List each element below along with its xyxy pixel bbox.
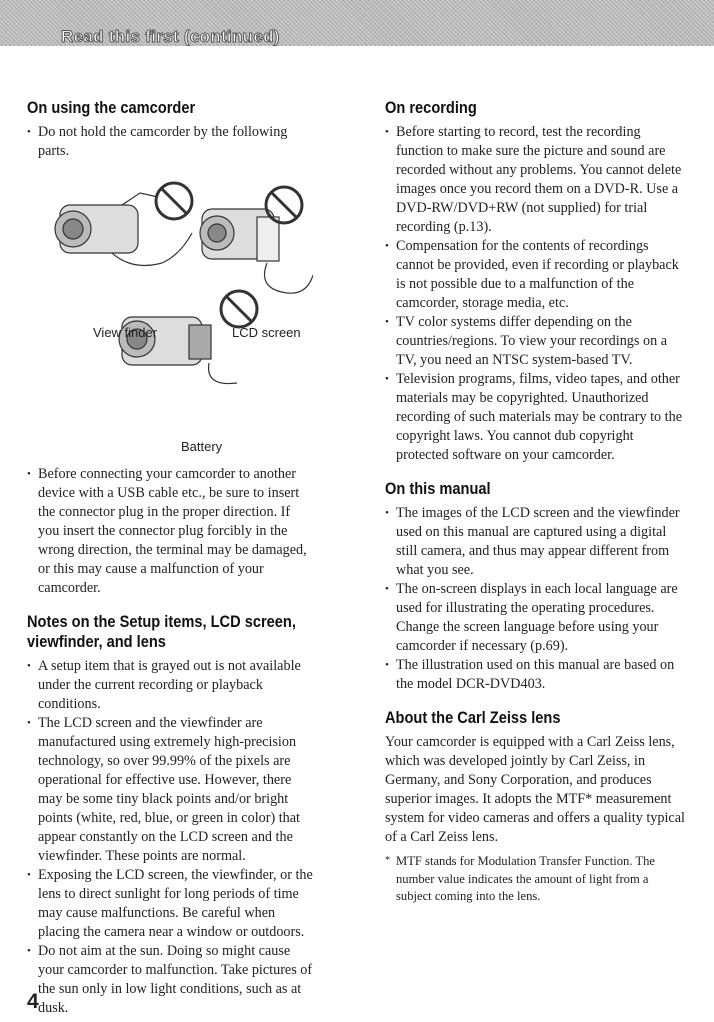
- page-number: 4: [27, 990, 39, 1013]
- viewfinder-label: View finder: [93, 325, 158, 340]
- manual-bullet: • The images of the LCD screen and the viewfinder used on this manual are captured using a digital still camera, and thus may appear different from what you see.: [385, 504, 685, 580]
- prohibited-icon: [266, 187, 302, 223]
- camcorder-viewfinder-icon: [55, 193, 192, 265]
- prohibited-icon: [221, 291, 257, 327]
- usb-connection-bullet: • Before connecting your camcorder to another device with a USB cable etc., be sure to insert the connector plug in the proper direction. If you insert the connector plug forcibly in the wrong direction, the terminal may be damaged, or this may cause a malfunction of your camcorder.: [27, 465, 313, 598]
- camcorder-illustration: [27, 167, 313, 454]
- recording-bullet: • Before starting to record, test the recording function to make sure the picture and sound are recorded without any problems. You cannot delete images once you record them on a DVD-R. Use a DVD-RW/DVD+RW (not supplied) for trial recording (p.13).: [385, 123, 685, 237]
- section-heading-on-recording: On recording: [385, 98, 477, 117]
- battery-label: Battery: [181, 439, 223, 454]
- section-heading-setup-notes: Notes on the Setup items, LCD screen, viewfinder, and lens: [27, 612, 296, 651]
- camcorder-lcd-icon: [200, 209, 313, 293]
- setup-note-bullet: • Exposing the LCD screen, the viewfinder, or the lens to direct sunlight for long periods of time may cause malfunctions. Be careful when placing the camera near a window or outdoors.: [27, 866, 313, 942]
- prohibited-icon: [156, 183, 192, 219]
- carl-zeiss-body: Your camcorder is equipped with a Carl Zeiss lens, which was developed jointly by Carl Zeiss, in Germany, and Sony Corporation, and produces superior images. It adopts the MTF* measurement system for video cameras and offers a quality typical of a Carl Zeiss lens.: [385, 734, 685, 845]
- running-title: Read this first (continued): [61, 27, 280, 46]
- recording-bullet: • Compensation for the contents of recordings cannot be provided, even if recording or playback is not possible due to a malfunction of the camcorder, storage media, etc.: [385, 237, 685, 313]
- footnote-mark: *: [385, 855, 390, 866]
- mtf-footnote: [385, 853, 685, 906]
- lcd-screen-label: LCD screen: [232, 325, 301, 340]
- section-heading-using-camcorder: On using the camcorder: [27, 98, 196, 117]
- setup-note-bullet: • Do not aim at the sun. Doing so might cause your camcorder to malfunction. Take pictures of the sun only in low light conditions, such as at dusk.: [27, 942, 313, 1018]
- left-column: [27, 98, 313, 1018]
- intro-bullet: • Do not hold the camcorder by the following parts.: [27, 123, 313, 161]
- manual-bullet: • The on-screen displays in each local language are used for illustrating the operating procedures. Change the screen language before using your camcorder if necessary (p.69).: [385, 580, 685, 656]
- camcorder-warning-drawing: [27, 167, 313, 385]
- setup-note-bullet: • The LCD screen and the viewfinder are manufactured using extremely high-precision technology, so over 99.99% of the pixels are operational for effective use. However, there may be some tiny black points and/or bright points (white, red, blue, or green in color) that appear constantly on the LCD screen and the viewfinder. These points are normal.: [27, 714, 313, 866]
- right-column: [385, 98, 685, 906]
- section-heading-on-this-manual: On this manual: [385, 479, 491, 498]
- section-heading-carl-zeiss: About the Carl Zeiss lens: [385, 708, 561, 727]
- recording-bullet: • Television programs, films, video tapes, and other materials may be copyrighted. Unauthorized recording of such materials may be contrary to the copyright laws. You cannot dub copyright protected software on your camcorder.: [385, 370, 685, 465]
- setup-note-bullet: • A setup item that is grayed out is not available under the current recording or playback conditions.: [27, 657, 313, 714]
- recording-bullet: • TV color systems differ depending on the countries/regions. To view your recordings on a TV, you need an NTSC system-based TV.: [385, 313, 685, 370]
- manual-bullet: • The illustration used on this manual are based on the model DCR-DVD403.: [385, 656, 685, 694]
- footnote-text: MTF stands for Modulation Transfer Function. The number value indicates the amount of light from a subject coming into the lens.: [396, 854, 655, 903]
